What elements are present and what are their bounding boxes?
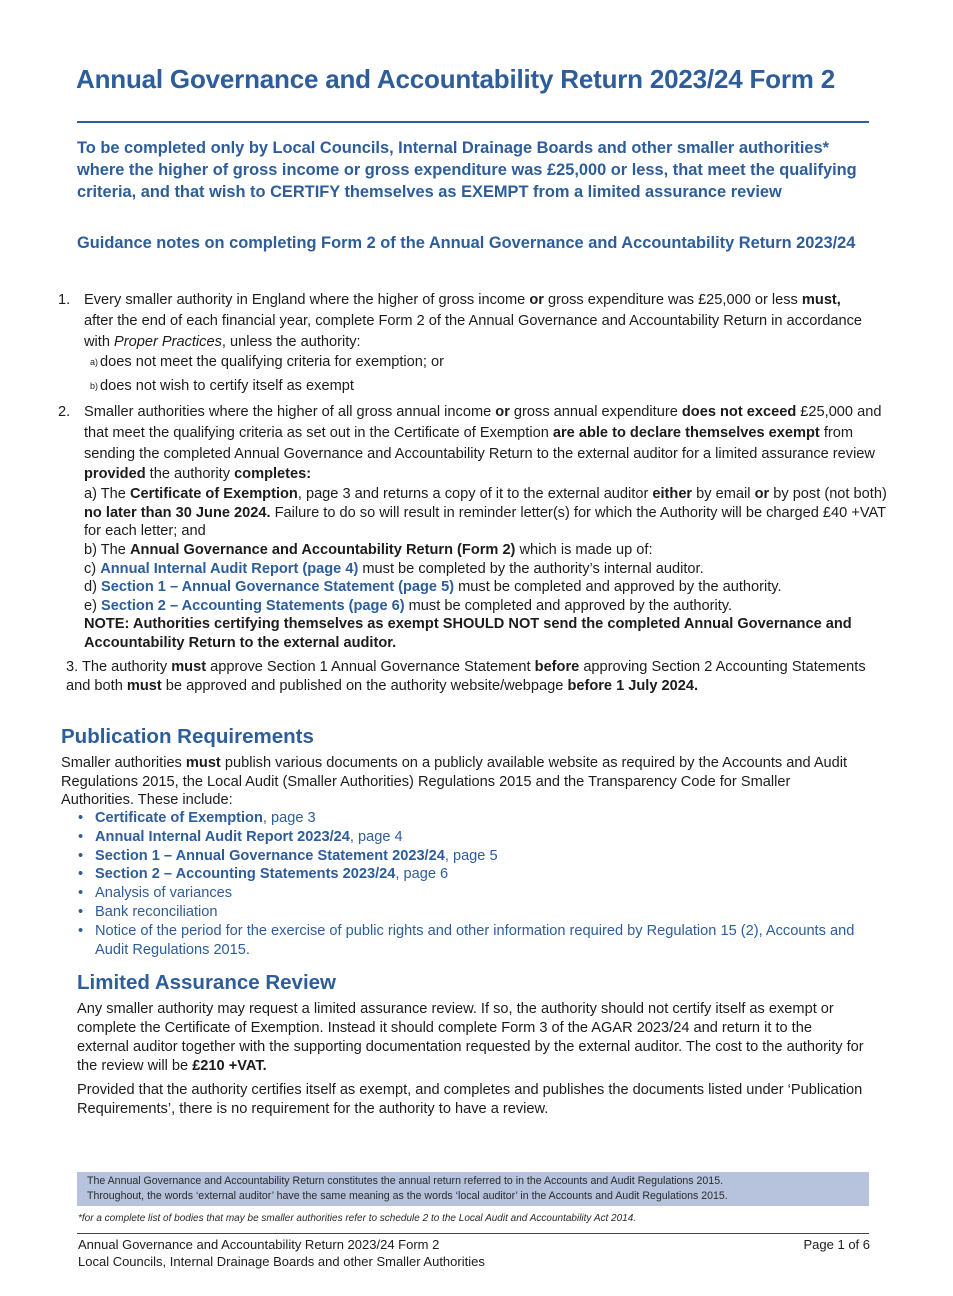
publication-item-title[interactable]: Annual Internal Audit Report 2023/24: [95, 828, 350, 845]
limited-review-paragraph-1: Any smaller authority may request a limited assurance review. If so, the authority should not certify itself as exempt or complete the Certificate of Exemption. Instead it should complete Form 3 of the AGAR 2023/24 and return it to the external auditor together with the supporting documentation requested by the external auditor. The cost to the authority for the review will be £210 +VAT.: [77, 1001, 864, 1074]
footer-document-title: Annual Governance and Accountability Return 2023/24 Form 2 Local Councils, Internal Drainage Boards and other Smaller Authorities: [78, 1237, 485, 1269]
page-number: Page 1 of 6: [803, 1237, 870, 1252]
publication-item-title[interactable]: Section 2 – Accounting Statements 2023/24: [95, 866, 396, 883]
item-2-subitem-c: c) Annual Internal Audit Report (page 4) must be completed by the authority’s internal auditor.: [84, 560, 704, 577]
publication-list-item: • Notice of the period for the exercise of public rights and other information required by Regulation 15 (2), Accounts and Audit Regulations 2015.: [78, 922, 878, 960]
item-2-subitem-e: e) Section 2 – Accounting Statements (page 6) must be completed and approved by the authority.: [84, 597, 733, 614]
publication-list-item: • Section 1 – Annual Governance Statement 2023/24, page 5: [78, 847, 878, 866]
item-1-subitem-a: a) does not meet the qualifying criteria for exemption; or: [90, 354, 444, 371]
title-divider: [77, 121, 869, 123]
item-2-note: NOTE: Authorities certifying themselves as exempt SHOULD NOT send the completed Annual Governance and Accountability Return to the external auditor.: [84, 616, 852, 651]
page-title: Annual Governance and Accountability Return 2023/24 Form 2: [76, 64, 835, 94]
guidance-item-2: [58, 402, 888, 653]
publication-list-item: • Section 2 – Accounting Statements 2023/24, page 6: [78, 865, 878, 884]
limited-review-heading: Limited Assurance Review: [77, 971, 337, 994]
limited-review-paragraph-2: Provided that the authority certifies itself as exempt, and completes and publishes the documents listed under ‘Publication Requirements’, there is no requirement for the authority to have a review.: [77, 1082, 863, 1117]
publication-heading: Publication Requirements: [61, 725, 314, 748]
intro-statement: To be completed only by Local Councils, Internal Drainage Boards and other smaller authorities* where the higher of gross income or gross expenditure was £25,000 or less, that meet the qualifying criteria, and that wish to CERTIFY themselves as EXEMPT from a limited assurance review: [77, 139, 857, 201]
footer-note-box: [77, 1172, 869, 1206]
guidance-heading: Guidance notes on completing Form 2 of the Annual Governance and Accountability Return 2023/24: [77, 234, 856, 252]
guidance-item-1: [58, 290, 873, 398]
footer-note-line: The Annual Governance and Accountability Return constitutes the annual return referred to in the Accounts and Audit Regulations 2015.: [87, 1175, 724, 1187]
footnote: *for a complete list of bodies that may be smaller authorities refer to schedule 2 to the Local Audit and Accountability Act 2014.: [78, 1213, 637, 1224]
publication-text: Smaller authorities must publish various documents on a publicly available website as required by the Accounts and Audit Regulations 2015, the Local Audit (Smaller Authorities) Regulations 2015 and the Transparency Code for Smaller Authorities. These include:: [61, 755, 848, 809]
item-number: 2.: [58, 404, 71, 420]
publication-list-item: • Analysis of variances: [78, 884, 878, 903]
item-number: 1.: [58, 292, 71, 308]
footer-divider: [77, 1233, 869, 1234]
publication-item-title[interactable]: Section 1 – Annual Governance Statement 2023/24: [95, 847, 445, 864]
item-2-subitem-b: b) The Annual Governance and Accountability Return (Form 2) which is made up of:: [84, 541, 653, 558]
item-1-subitem-b: b) does not wish to certify itself as exempt: [90, 378, 354, 395]
item-2-subitem-d: d) Section 1 – Annual Governance Statement (page 5) must be completed and approved by the authority.: [84, 579, 782, 596]
footer-note-line: Throughout, the words ‘external auditor’ have the same meaning as the words ‘local auditor’ in the Accounts and Audit Regulations 2015.: [87, 1190, 728, 1202]
item-2-text: Smaller authorities where the higher of all gross annual income or gross annual expenditure does not exceed £25,000 and that meet the qualifying criteria as set out in the Certificate of Exemption are able to declare themselves exempt from sending the completed Annual Governance and Accountability Return to the external auditor for a limited assurance review provided the authority completes:: [84, 404, 882, 483]
guidance-item-3: 3. The authority must approve Section 1 Annual Governance Statement before approving Section 2 Accounting Statements and both must be approved and published on the authority website/webpage before 1 July 2024.: [66, 659, 866, 694]
governance-statement-link[interactable]: Section 1 – Annual Governance Statement (page 5): [101, 579, 455, 596]
publication-list-item: • Annual Internal Audit Report 2023/24, page 4: [78, 828, 878, 847]
publication-item-title[interactable]: Certificate of Exemption: [95, 810, 263, 826]
item-1-text: Every smaller authority in England where the higher of gross income or gross expenditure was £25,000 or less must, after the end of each financial year, complete Form 2 of the Annual Governance and Accountability Return in accordance with Proper Practices, unless the authority:: [84, 292, 862, 350]
accounting-statements-link[interactable]: Section 2 – Accounting Statements (page 6): [101, 597, 405, 614]
internal-audit-report-link[interactable]: Annual Internal Audit Report (page 4): [100, 560, 359, 577]
publication-list-item: • Certificate of Exemption, page 3: [78, 809, 878, 828]
publication-list: [78, 809, 878, 959]
item-2-subitem-a: a) The Certificate of Exemption, page 3 and returns a copy of it to the external auditor either by email or by post (not both) no later than 30 June 2024. Failure to do so will result in reminder letter(s) for which the Authority will be charged £40 +VAT for each letter; and: [84, 486, 887, 540]
publication-list-item: • Bank reconciliation: [78, 903, 878, 922]
